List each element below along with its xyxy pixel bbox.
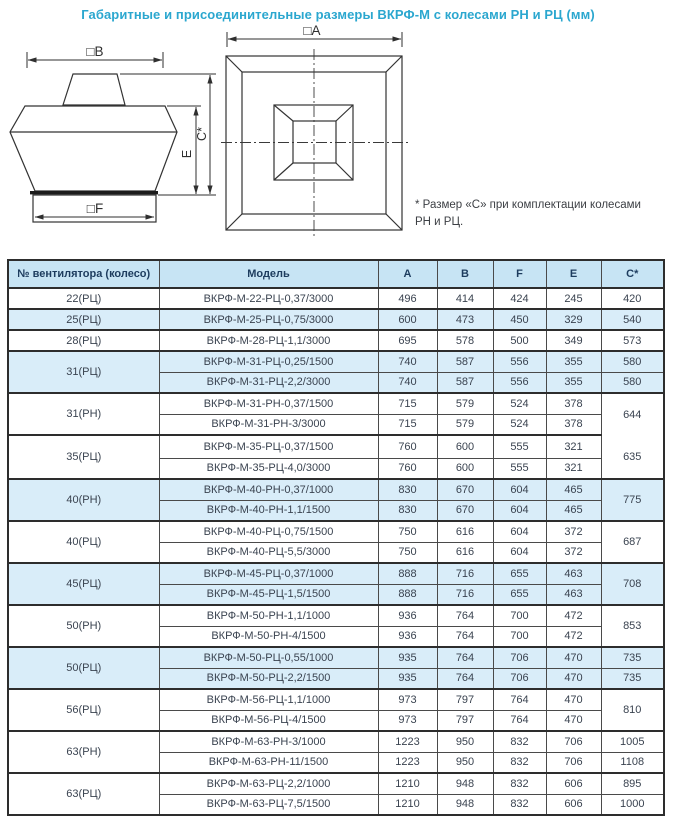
cell-dim-f: 604 — [493, 500, 546, 521]
cell-dim-b: 716 — [437, 584, 493, 605]
cell-dim-f: 555 — [493, 458, 546, 479]
cell-dim-e: 472 — [546, 626, 601, 647]
column-header-6: C* — [601, 260, 664, 288]
cell-model: ВКРФ-М-50-РН-1,1/1000 — [159, 605, 378, 626]
cell-dim-f: 500 — [493, 330, 546, 351]
table-row — [8, 393, 664, 414]
cell-dim-a: 936 — [378, 626, 437, 647]
table-row — [8, 521, 664, 542]
cell-dim-c: 1108 — [601, 752, 664, 773]
cell-dim-c: 708 — [601, 563, 664, 605]
cell-dim-f: 706 — [493, 668, 546, 689]
cell-dim-b: 473 — [437, 309, 493, 330]
footnote-size-c: * Размер «С» при комплектации колесами РН и РЦ. — [415, 199, 641, 228]
cell-dim-e: 463 — [546, 584, 601, 605]
cell-model: ВКРФ-М-31-РН-0,37/1500 — [159, 393, 378, 414]
cell-dim-f: 524 — [493, 393, 546, 414]
cell-dim-a: 750 — [378, 542, 437, 563]
cell-fan-number: 56(РЦ) — [8, 689, 159, 731]
cell-dim-e: 606 — [546, 773, 601, 794]
cell-dim-b: 950 — [437, 752, 493, 773]
cell-dim-e: 470 — [546, 668, 601, 689]
cell-fan-number: 40(РЦ) — [8, 521, 159, 563]
cell-fan-number: 22(РЦ) — [8, 288, 159, 309]
dimensions-table — [7, 259, 665, 816]
cell-dim-e: 355 — [546, 372, 601, 393]
cell-dim-b: 579 — [437, 414, 493, 435]
cell-dim-f: 424 — [493, 288, 546, 309]
cell-dim-b: 797 — [437, 710, 493, 731]
cell-fan-number: 45(РЦ) — [8, 563, 159, 605]
cell-dim-a: 830 — [378, 500, 437, 521]
cell-dim-c: 540 — [601, 309, 664, 330]
cell-dim-f: 700 — [493, 626, 546, 647]
cell-dim-c: 687 — [601, 521, 664, 563]
cell-model: ВКРФ-М-45-РЦ-0,37/1000 — [159, 563, 378, 584]
cell-dim-a: 973 — [378, 689, 437, 710]
cell-dim-f: 832 — [493, 752, 546, 773]
cell-dim-f: 450 — [493, 309, 546, 330]
table-row — [8, 288, 664, 309]
center-lines — [221, 49, 408, 236]
cell-dim-b: 764 — [437, 647, 493, 668]
table-row — [8, 435, 664, 458]
fan-body-shape — [10, 106, 177, 191]
cell-dim-a: 715 — [378, 393, 437, 414]
cell-dim-f: 655 — [493, 584, 546, 605]
page-title: Габаритные и присоединительные размеры ВКРФ-М с колесами РН и РЦ (мм) — [81, 7, 595, 22]
cell-dim-e: 470 — [546, 647, 601, 668]
dim-label-c: C* — [195, 127, 209, 141]
cell-dim-e: 470 — [546, 710, 601, 731]
cell-dim-e: 329 — [546, 309, 601, 330]
cell-dim-a: 1210 — [378, 773, 437, 794]
cell-dim-a: 936 — [378, 605, 437, 626]
table-row — [8, 351, 664, 372]
cell-dim-c: 580 — [601, 372, 664, 393]
cell-dim-c: 775 — [601, 479, 664, 521]
cell-model: ВКРФ-М-56-РЦ-1,1/1000 — [159, 689, 378, 710]
column-header-3: B — [437, 260, 493, 288]
cell-dim-f: 556 — [493, 351, 546, 372]
cell-dim-a: 973 — [378, 710, 437, 731]
cell-fan-number: 63(РЦ) — [8, 773, 159, 815]
cell-model: ВКРФ-М-25-РЦ-0,75/3000 — [159, 309, 378, 330]
table-header — [8, 260, 664, 288]
cell-model: ВКРФ-М-40-РН-0,37/1000 — [159, 479, 378, 500]
table-row — [8, 647, 664, 668]
cell-dim-f: 556 — [493, 372, 546, 393]
cell-dim-a: 830 — [378, 479, 437, 500]
table-row — [8, 605, 664, 626]
cell-model: ВКРФ-М-35-РЦ-0,37/1500 — [159, 435, 378, 458]
cell-fan-number: 50(РЦ) — [8, 647, 159, 689]
cell-dim-a: 740 — [378, 351, 437, 372]
cell-model: ВКРФ-М-56-РЦ-4/1500 — [159, 710, 378, 731]
cell-dim-a: 888 — [378, 563, 437, 584]
cell-dim-f: 604 — [493, 542, 546, 563]
cell-dim-f: 832 — [493, 794, 546, 815]
cell-dim-b: 600 — [437, 435, 493, 458]
dim-label-f: □F — [86, 201, 104, 216]
table-row — [8, 563, 664, 584]
cell-dim-a: 740 — [378, 372, 437, 393]
cell-dim-f: 700 — [493, 605, 546, 626]
column-header-2: A — [378, 260, 437, 288]
cell-model: ВКРФ-М-31-РН-3/3000 — [159, 414, 378, 435]
cell-model: ВКРФ-М-40-РН-1,1/1500 — [159, 500, 378, 521]
cell-model: ВКРФ-М-40-РЦ-0,75/1500 — [159, 521, 378, 542]
cell-fan-number: 40(РН) — [8, 479, 159, 521]
cell-dim-e: 465 — [546, 479, 601, 500]
cell-fan-number: 63(РН) — [8, 731, 159, 773]
flange-plate — [30, 191, 158, 194]
cell-dim-f: 706 — [493, 647, 546, 668]
cell-dim-b: 578 — [437, 330, 493, 351]
table-row — [8, 330, 664, 351]
cell-dim-b: 579 — [437, 393, 493, 414]
cell-dim-e: 470 — [546, 689, 601, 710]
cell-dim-a: 1223 — [378, 731, 437, 752]
cell-dim-a: 496 — [378, 288, 437, 309]
cell-dim-b: 948 — [437, 794, 493, 815]
cell-model: ВКРФ-М-50-РЦ-2,2/1500 — [159, 668, 378, 689]
cell-dim-b: 764 — [437, 626, 493, 647]
table-row — [8, 479, 664, 500]
cell-model: ВКРФ-М-40-РЦ-5,5/3000 — [159, 542, 378, 563]
cell-dim-f: 764 — [493, 689, 546, 710]
cell-dim-e: 321 — [546, 458, 601, 479]
cell-dim-a: 760 — [378, 435, 437, 458]
side-view-drawing — [10, 74, 177, 222]
table-row — [8, 773, 664, 794]
cell-dim-f: 604 — [493, 479, 546, 500]
cell-dim-e: 465 — [546, 500, 601, 521]
cell-model: ВКРФ-М-28-РЦ-1,1/3000 — [159, 330, 378, 351]
cell-dim-c-value: 644 — [623, 409, 642, 421]
cell-fan-number: 35(РЦ) — [8, 435, 159, 479]
cell-model: ВКРФ-М-35-РЦ-4,0/3000 — [159, 458, 378, 479]
cell-dim-e: 372 — [546, 542, 601, 563]
cell-dim-e: 606 — [546, 794, 601, 815]
cell-dim-c: 1005 — [601, 731, 664, 752]
cell-dim-e: 463 — [546, 563, 601, 584]
cell-dim-a: 1210 — [378, 794, 437, 815]
dim-label-a: □A — [303, 23, 321, 38]
cell-dim-b: 587 — [437, 351, 493, 372]
cell-fan-number: 31(РН) — [8, 393, 159, 435]
cell-dim-c-value: 635 — [623, 451, 642, 463]
cell-dim-a: 760 — [378, 458, 437, 479]
cell-dim-b: 600 — [437, 458, 493, 479]
cell-model: ВКРФ-М-63-РЦ-2,2/1000 — [159, 773, 378, 794]
cell-dim-e: 372 — [546, 521, 601, 542]
cell-dim-c: 420 — [601, 288, 664, 309]
column-header-5: E — [546, 260, 601, 288]
cell-dim-a: 695 — [378, 330, 437, 351]
cell-dim-b: 764 — [437, 668, 493, 689]
cell-dim-e: 355 — [546, 351, 601, 372]
cell-dim-f: 555 — [493, 435, 546, 458]
cell-model: ВКРФ-М-63-РЦ-7,5/1500 — [159, 794, 378, 815]
cell-dim-b: 414 — [437, 288, 493, 309]
cell-dim-c: 735 — [601, 668, 664, 689]
cell-dim-b: 716 — [437, 563, 493, 584]
cell-dim-b: 797 — [437, 689, 493, 710]
cell-fan-number: 25(РЦ) — [8, 309, 159, 330]
cell-dim-a: 1223 — [378, 752, 437, 773]
cell-fan-number: 31(РЦ) — [8, 351, 159, 393]
cell-dim-f: 832 — [493, 731, 546, 752]
cell-dim-f: 604 — [493, 521, 546, 542]
cell-dim-e: 349 — [546, 330, 601, 351]
cell-dim-b: 764 — [437, 605, 493, 626]
cell-dim-a: 888 — [378, 584, 437, 605]
motor-cover-shape — [63, 74, 125, 105]
cell-dim-c: 735 — [601, 647, 664, 668]
cell-dim-a: 600 — [378, 309, 437, 330]
table-row — [8, 731, 664, 752]
cell-dim-e: 378 — [546, 414, 601, 435]
cell-dim-a: 935 — [378, 647, 437, 668]
cell-dim-a: 715 — [378, 414, 437, 435]
table-row — [8, 309, 664, 330]
dimension-drawings — [0, 23, 676, 259]
cell-dim-b: 616 — [437, 542, 493, 563]
cell-model: ВКРФ-М-50-РН-4/1500 — [159, 626, 378, 647]
column-header-4: F — [493, 260, 546, 288]
table-header-row — [8, 260, 664, 288]
cell-dim-c: 573 — [601, 330, 664, 351]
cell-dim-c: 810 — [601, 689, 664, 731]
cell-dim-e: 245 — [546, 288, 601, 309]
cell-dim-c: 1000 — [601, 794, 664, 815]
cell-dim-c: 580 — [601, 351, 664, 372]
cell-model: ВКРФ-М-45-РЦ-1,5/1500 — [159, 584, 378, 605]
cell-dim-b: 616 — [437, 521, 493, 542]
cell-model: ВКРФ-М-50-РЦ-0,55/1000 — [159, 647, 378, 668]
cell-dim-e: 706 — [546, 731, 601, 752]
cell-dim-e: 378 — [546, 393, 601, 414]
cell-dim-c: 853 — [601, 605, 664, 647]
cell-dim-b: 670 — [437, 479, 493, 500]
cell-model: ВКРФ-М-31-РЦ-0,25/1500 — [159, 351, 378, 372]
cell-dim-e: 321 — [546, 435, 601, 458]
cell-dim-b: 950 — [437, 731, 493, 752]
table-row — [8, 689, 664, 710]
cell-model: ВКРФ-М-63-РН-3/1000 — [159, 731, 378, 752]
cell-dim-f: 655 — [493, 563, 546, 584]
cell-model: ВКРФ-М-31-РЦ-2,2/3000 — [159, 372, 378, 393]
dim-label-b: □B — [86, 44, 104, 59]
cell-dim-b: 948 — [437, 773, 493, 794]
table-body — [8, 288, 664, 815]
column-header-0: № вентилятора (колесо) — [8, 260, 159, 288]
cell-dim-c-merged — [601, 393, 664, 479]
cell-dim-e: 706 — [546, 752, 601, 773]
cell-dim-b: 587 — [437, 372, 493, 393]
column-header-1: Модель — [159, 260, 378, 288]
cell-dim-a: 750 — [378, 521, 437, 542]
cell-dim-f: 832 — [493, 773, 546, 794]
cell-dim-f: 764 — [493, 710, 546, 731]
dim-label-e: E — [180, 149, 194, 159]
cell-model: ВКРФ-М-63-РН-11/1500 — [159, 752, 378, 773]
cell-dim-a: 935 — [378, 668, 437, 689]
cell-model: ВКРФ-М-22-РЦ-0,37/3000 — [159, 288, 378, 309]
cell-fan-number: 28(РЦ) — [8, 330, 159, 351]
cell-dim-e: 472 — [546, 605, 601, 626]
cell-fan-number: 50(РН) — [8, 605, 159, 647]
cell-dim-f: 524 — [493, 414, 546, 435]
cell-dim-c: 895 — [601, 773, 664, 794]
cell-dim-b: 670 — [437, 500, 493, 521]
